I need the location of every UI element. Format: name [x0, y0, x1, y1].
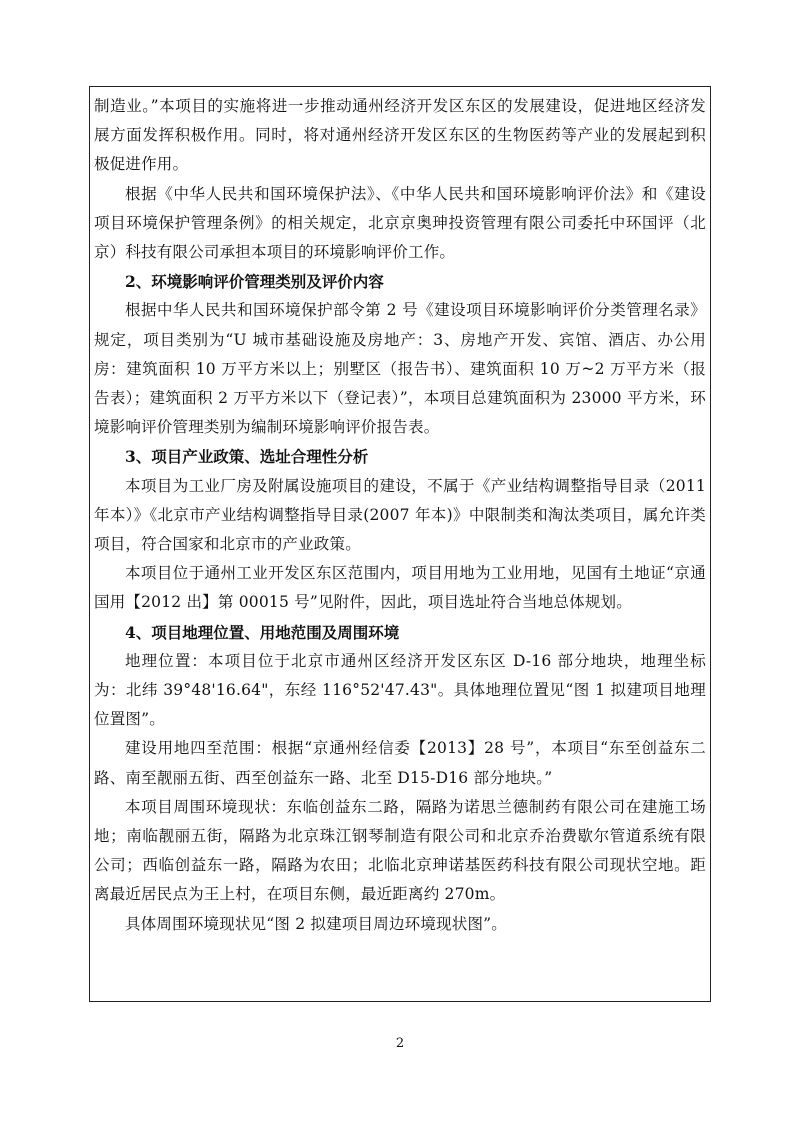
- document-body: [94, 92, 706, 939]
- section-heading: 2、环境影响评价管理类别及评价内容: [125, 272, 384, 292]
- body-paragraph: 根据中华人民共和国环境保护部令第 2 号《建设项目环境影响评价分类管理名录》规定，项目类别为“U 城市基础设施及房地产：3、房地产开发、宾馆、酒店、办公用房：建筑面积 10 万平方米以上；别墅区（报告书）、建筑面积 10 万~2 万平方米（报告表）；建筑面积 2 万平方米以下（登记表）”，本项目总建筑面积为 23000 平方米，环境影响评价管理类别为编制环境影响评价报告表。: [94, 301, 706, 437]
- section-heading: 4、项目地理位置、用地范围及周围环境: [125, 622, 400, 642]
- section-heading: 3、项目产业政策、选址合理性分析: [125, 447, 369, 467]
- body-paragraph: 本项目周围环境现状：东临创益东二路，隔路为诺思兰德制药有限公司在建施工场地；南临靓丽五街，隔路为北京珠江钢琴制造有限公司和北京乔治费歇尔管道系统有限公司；西临创益东一路，隔路为农田；北临北京珅诺基医药科技有限公司现状空地。距离最近居民点为王上村，在项目东侧，最近距离约 270m。: [94, 797, 706, 904]
- body-paragraph: 建设用地四至范围：根据“京通州经信委【2013】28 号”，本项目“东至创益东二路、南至靓丽五街、西至创益东一路、北至 D15-D16 部分地块。”: [94, 739, 706, 787]
- body-paragraph: 根据《中华人民共和国环境保护法》、《中华人民共和国环境影响评价法》和《建设项目环境保护管理条例》的相关规定，北京京奥珅投资管理有限公司委托中环国评（北京）科技有限公司承担本项目的环境影响评价工作。: [94, 184, 706, 262]
- body-paragraph: 制造业。”本项目的实施将进一步推动通州经济开发区东区的发展建设，促进地区经济发展方面发挥积极作用。同时，将对通州经济开发区东区的生物医药等产业的发展起到积极促进作用。: [94, 97, 706, 174]
- body-paragraph: 具体周围环境现状见“图 2 拟建项目周边环境现状图”。: [125, 914, 507, 933]
- body-paragraph: 地理位置：本项目位于北京市通州区经济开发区东区 D-16 部分地块，地理坐标为：北纬 39°48'16.64"，东经 116°52'47.43"。具体地理位置见“图 1 拟建项目地理位置图”。: [94, 651, 706, 729]
- body-paragraph: 本项目为工业厂房及附属设施项目的建设，不属于《产业结构调整指导目录（2011 年本）》《北京市产业结构调整指导目录(2007 年本)》中限制类和淘汰类项目，属允许类项目，符合国家和北京市的产业政策。: [94, 476, 706, 554]
- page-number: 2: [395, 1036, 405, 1051]
- body-paragraph: 本项目位于通州工业开发区东区范围内，项目用地为工业用地，见国有土地证“京通国用【2012 出】第 00015 号”见附件，因此，项目选址符合当地总体规划。: [94, 564, 706, 612]
